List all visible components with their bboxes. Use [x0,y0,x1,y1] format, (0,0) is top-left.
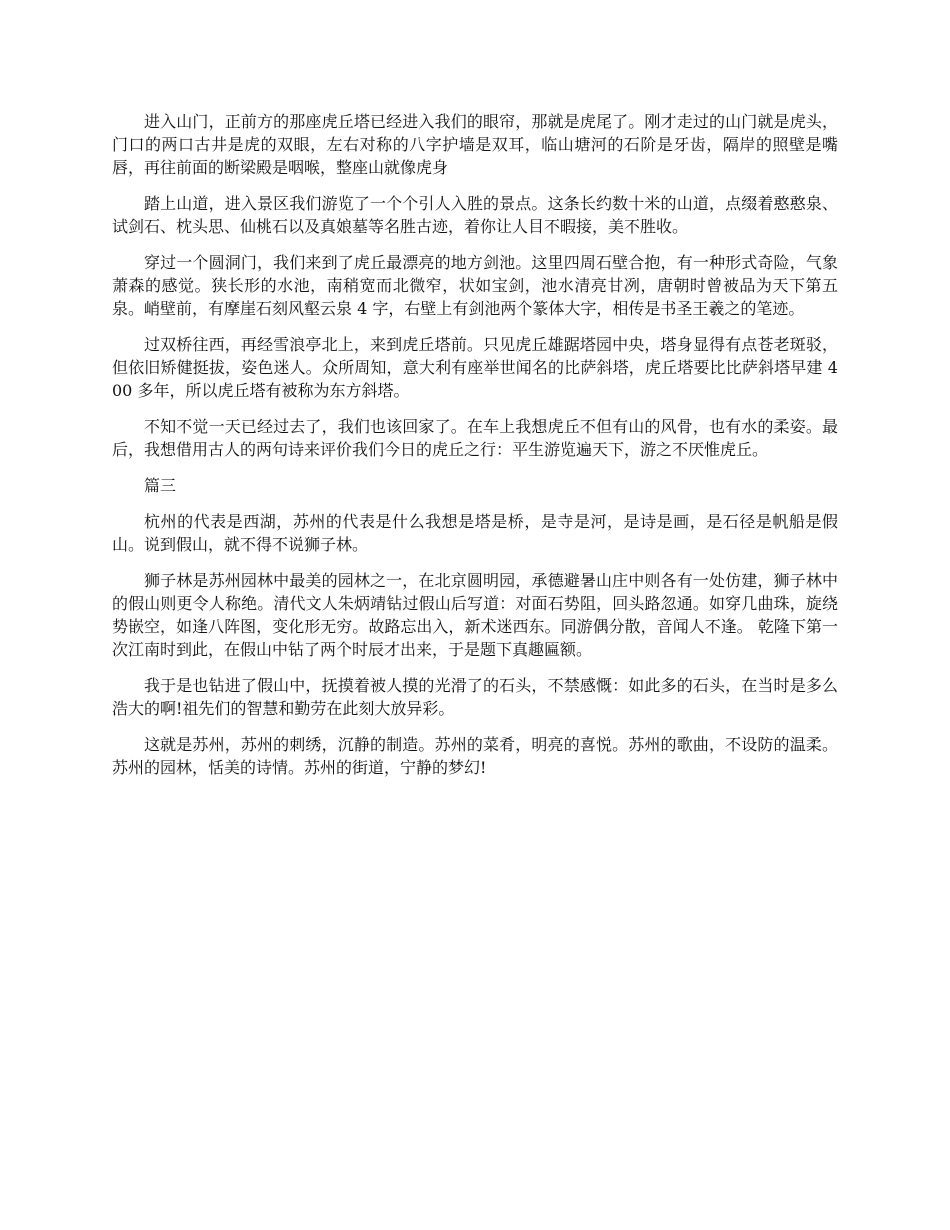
document-body [112,110,838,792]
paragraph-rockery: 我于是也钻进了假山中，抚摸着被人摸的光滑了的石头，不禁感慨：如此多的石头，在当时是多么浩大的啊!祖先们的智慧和勤劳在此刻大放异彩。 [112,676,838,718]
section-heading: 篇三 [144,476,177,495]
paragraph-going-home: 不知不觉一天已经过去了，我们也该回家了。在车上我想虎丘不但有山的风骨，也有水的柔姿。最后，我想借用古人的两句诗来评价我们今日的虎丘之行：平生游览遍天下，游之不厌惟虎丘。 [112,417,838,459]
paragraph-lion-grove: 狮子林是苏州园林中最美的园林之一，在北京圆明园，承德避暑山庄中则各有一处仿建，狮子林中的假山则更令人称绝。清代文人朱炳靖钻过假山后写道：对面石势阻，回头路忽通。如穿几曲珠，旋绕势嵌空，如逢八阵图，变化形无穷。故路忘出入，新术迷西东。同游偶分散，音闻人不逢。 乾隆下第一次江南时到此，在假山中钻了两个时辰才出来，于是题下真趣匾额。 [112,571,838,659]
paragraph-conclusion: 这就是苏州，苏州的刺绣，沉静的制造。苏州的菜肴，明亮的喜悦。苏州的歌曲，不设防的温柔。苏州的园林，恬美的诗情。苏州的街道，宁静的梦幻! [112,735,838,777]
paragraph-mountain-path: 踏上山道，进入景区我们游览了一个个引人入胜的景点。这条长约数十米的山道，点缀着憨憨泉、试剑石、枕头思、仙桃石以及真娘墓等名胜古迹，着你让人目不暇接，美不胜收。 [112,194,838,236]
paragraph-hangzhou-suzhou: 杭州的代表是西湖，苏州的代表是什么我想是塔是桥，是寺是河，是诗是画，是石径是帆船是假山。说到假山，就不得不说狮子林。 [112,512,838,554]
paragraph-mountain-gate: 进入山门，正前方的那座虎丘塔已经进入我们的眼帘，那就是虎尾了。刚才走过的山门就是虎头，门口的两口古井是虎的双眼，左右对称的八字护墙是双耳，临山塘河的石阶是牙齿，隔岸的照壁是嘴唇，再往前面的断梁殿是咽喉，整座山就像虎身 [112,112,838,177]
paragraph-tiger-hill-pagoda: 过双桥往西，再经雪浪亭北上，来到虎丘塔前。只见虎丘雄踞塔园中央，塔身显得有点苍老斑驳，但依旧矫健挺拔，姿色迷人。众所周知，意大利有座举世闻名的比萨斜塔，虎丘塔要比比萨斜塔早建 400 多年，所以虎丘塔有被称为东方斜塔。 [112,335,838,400]
paragraph-sword-pool: 穿过一个圆洞门，我们来到了虎丘最漂亮的地方剑池。这里四周石壁合抱，有一种形式奇险，气象萧森的感觉。狭长形的水池，南稍宽而北微窄，状如宝剑，池水清亮甘冽，唐朝时曾被品为天下第五泉。峭壁前，有摩崖石刻风壑云泉 4 字，右壁上有剑池两个篆体大字，相传是书圣王羲之的笔迹。 [112,253,838,318]
